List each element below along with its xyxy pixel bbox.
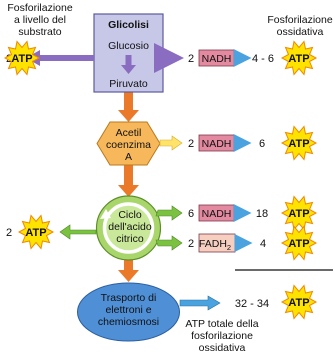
glycolysis-ox-atp-count: 4 - 6 <box>251 53 275 65</box>
atp-label-krebs-fadh2: ATP <box>288 238 310 250</box>
acetyl-oxidative-branch <box>160 127 316 160</box>
flow-arrow-glycolysis-shaft <box>124 92 133 112</box>
atp-label-total: ATP <box>288 297 310 309</box>
krebs-nadh-atp-count: 18 <box>255 208 269 220</box>
acetyl-right-arrow <box>160 136 182 150</box>
krebs-atp-count: 2 <box>5 227 13 239</box>
flow-arrow-glycolysis-head <box>118 110 139 122</box>
krebs-cycle <box>97 196 161 260</box>
transport-total-branch <box>180 286 316 355</box>
krebs-fadh2-atp-count: 4 <box>259 238 267 250</box>
krebs-fadh2-arrow-in <box>156 236 182 250</box>
glucose-label: Glucosio <box>108 40 149 52</box>
total-caption-line-1: ATP totale della <box>185 318 259 330</box>
transport-line-2: elettroni e <box>105 304 152 316</box>
atp-label-krebs-nadh: ATP <box>288 208 310 220</box>
total-caption-line-2: fosforilazione <box>191 330 253 342</box>
header-oxidative <box>267 14 333 38</box>
krebs-left-arrow <box>60 225 96 239</box>
krebs-nadh-branch <box>156 197 316 230</box>
krebs-line-2: dell'acido <box>108 221 152 233</box>
electron-transport <box>78 283 180 341</box>
nadh-label-glycolysis: NADH <box>201 53 232 65</box>
nadh-label-krebs: NADH <box>201 208 232 220</box>
header-substrate-level <box>7 2 73 38</box>
acetyl-coa-line-2: coenzima <box>106 139 151 151</box>
acetyl-coa <box>97 122 160 165</box>
krebs-line-1: Ciclo <box>118 209 142 221</box>
header-substrate-line-2: a livello del <box>14 14 66 26</box>
flow-arrow-acetyl-head <box>118 185 139 197</box>
transport-line-3: chemiosmosi <box>97 316 160 328</box>
atp-label-krebs: ATP <box>25 227 47 239</box>
acetyl-coa-line-3: A <box>124 151 133 163</box>
header-oxidative-line-1: Fosforilazione <box>267 14 333 26</box>
header-substrate-line-3: substrato <box>18 26 62 38</box>
krebs-fadh2-count: 2 <box>187 238 195 250</box>
fadh2-label <box>199 238 231 252</box>
glycolysis-oxidative-branch <box>163 42 316 75</box>
glycolysis-nadh-count: 2 <box>187 53 195 65</box>
header-oxidative-line-2: ossidativa <box>276 26 324 38</box>
krebs-nadh-count: 6 <box>187 208 195 220</box>
krebs-fadh2-branch <box>156 227 316 260</box>
atp-label-acetyl-ox: ATP <box>288 138 310 150</box>
flow-arrow-krebs-head <box>118 270 139 282</box>
transport-right-arrow <box>180 296 220 310</box>
fadh2-label-main: FADH <box>198 238 227 250</box>
glycolysis-substrate-atp <box>5 42 94 75</box>
glycolysis-title: Glicolisi <box>108 19 149 31</box>
transport-total-count: 32 - 34 <box>234 298 270 310</box>
transport-line-1: Trasporto di <box>100 292 157 304</box>
krebs-line-3: citrico <box>116 233 144 245</box>
fadh2-label-subscript: 2 <box>226 243 232 252</box>
pyruvate-label: Piruvato <box>109 78 148 90</box>
krebs-substrate-atp <box>6 216 96 249</box>
header-substrate-line-1: Fosforilazione <box>7 2 73 14</box>
glycolysis-box <box>94 14 163 92</box>
flow-arrow-acetyl-shaft <box>124 165 133 187</box>
acetyl-coa-line-1: Acetil <box>115 127 142 139</box>
atp-label-glycolysis-ox: ATP <box>288 53 310 65</box>
acetyl-nadh-count: 2 <box>187 138 195 150</box>
krebs-nadh-arrow-in <box>156 206 182 220</box>
total-caption-line-3: ossidativa <box>198 342 246 354</box>
acetyl-ox-atp-count: 6 <box>258 138 266 150</box>
nadh-label-acetyl: NADH <box>201 138 232 150</box>
atp-label-glycolysis: ATP <box>11 53 33 65</box>
